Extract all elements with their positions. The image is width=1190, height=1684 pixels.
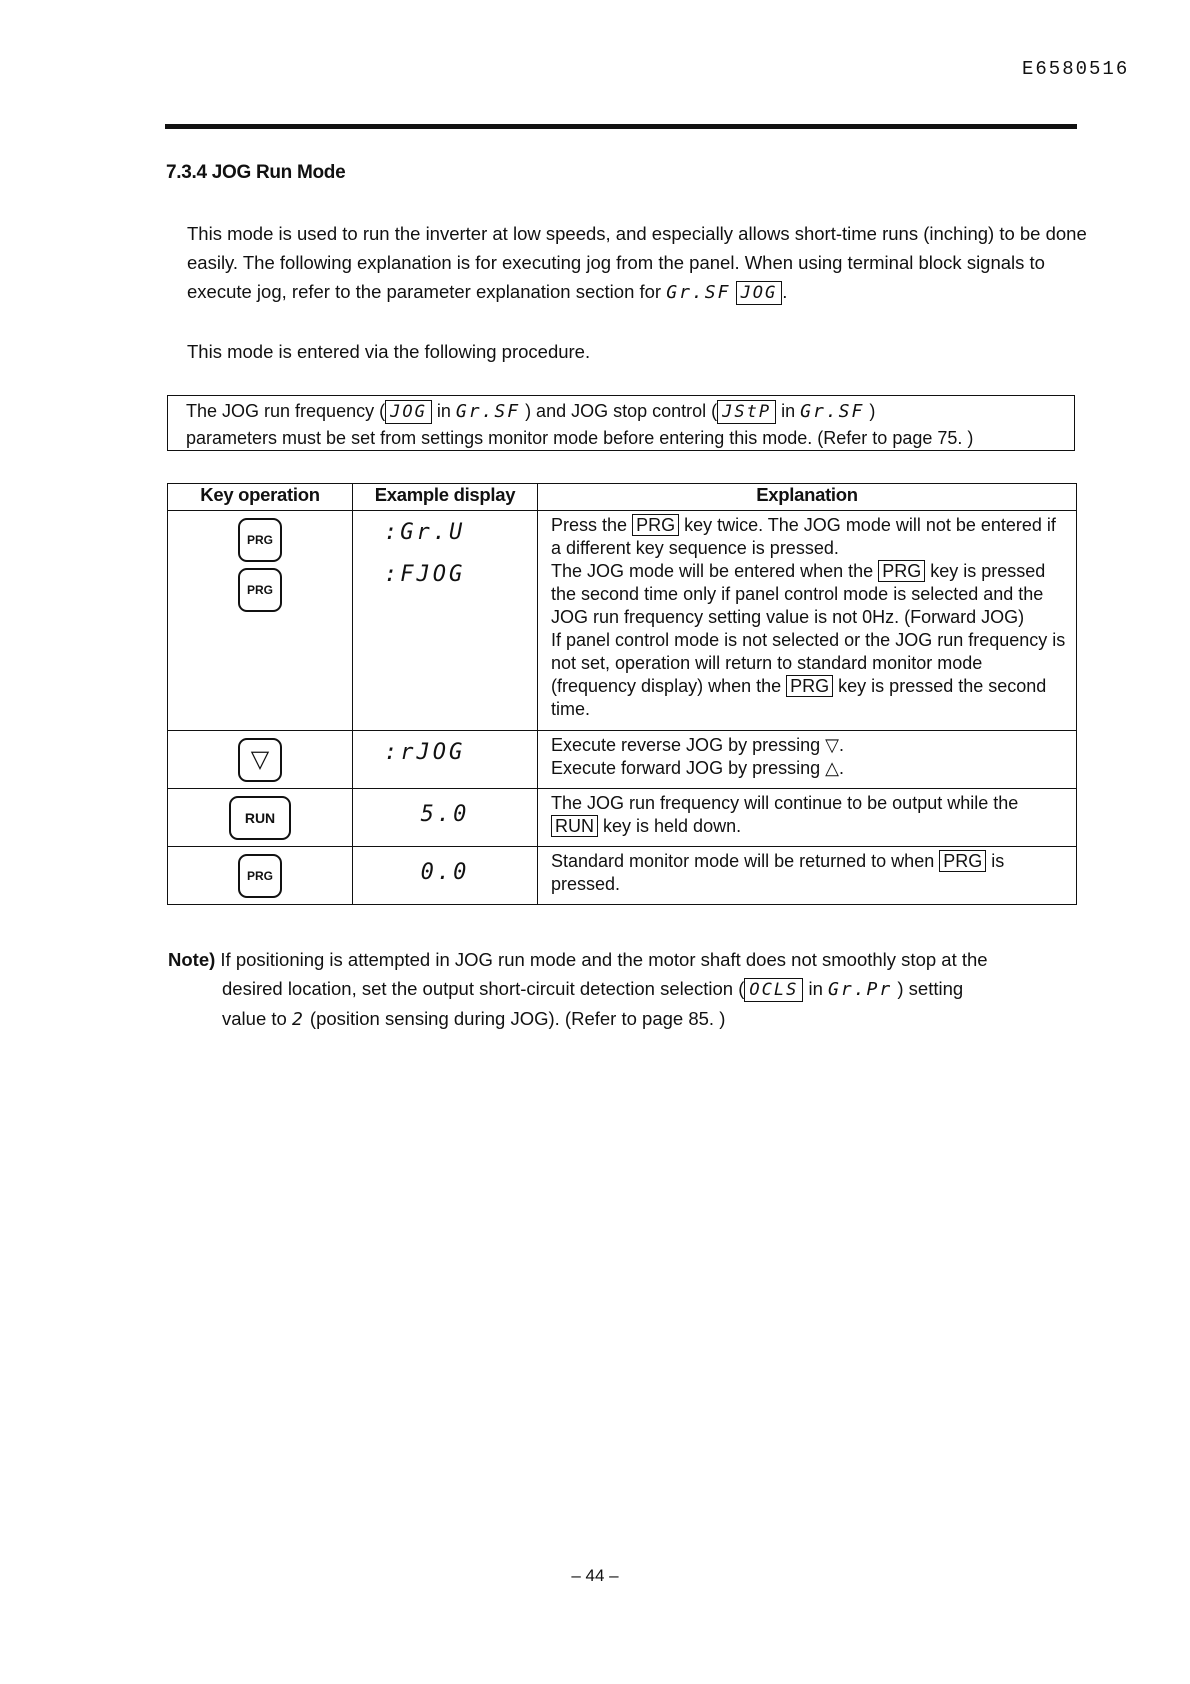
display-cell	[353, 847, 538, 905]
note-text: ) setting	[897, 978, 964, 999]
explanation-text: Press the	[551, 515, 628, 535]
display-cell	[353, 731, 538, 789]
intro-paragraph	[187, 219, 1087, 307]
table-row	[168, 731, 1077, 789]
display-cell	[353, 789, 538, 847]
prerequisite-notice	[167, 395, 1075, 451]
note-line-3	[168, 1004, 1068, 1034]
param-group-display: Gr.SF	[666, 282, 731, 303]
entry-line: This mode is entered via the following procedure.	[187, 341, 591, 362]
lcd-display: 5.0	[420, 802, 470, 827]
prg-key-ref: PRG	[878, 560, 925, 582]
notice-line-1	[186, 398, 1056, 425]
display-cell	[353, 511, 538, 731]
intro-text: This mode is used to run the inverter at low speeds, and especially allows short-time runs (inching) to be done easily. The following explanation is for executing jog from the panel. When using terminal block signals to execute jog, refer to the parameter explanation section for	[187, 223, 1087, 302]
down-triangle-key: ▽	[238, 738, 282, 782]
document-id: E6580516	[1022, 58, 1130, 80]
explanation-text: is pressed.	[551, 851, 1005, 894]
note-line-1	[168, 945, 1068, 974]
explanation-text: key twice. The JOG mode will not be entered if a different key sequence is pressed.	[551, 515, 1056, 558]
group-display: Gr.Pr	[828, 979, 893, 1000]
explanation-text: key is pressed the second time.	[551, 676, 1047, 719]
prg-key-ref: PRG	[632, 514, 679, 536]
explanation-text: key is held down.	[603, 816, 742, 836]
value-display: 2	[291, 1009, 305, 1030]
group-display: Gr.SF	[800, 401, 865, 422]
jstp-code-display: JStP	[717, 400, 776, 424]
table-row	[168, 789, 1077, 847]
explanation-cell	[538, 789, 1077, 847]
prg-key: PRG	[238, 518, 282, 562]
explanation-cell	[538, 511, 1077, 731]
note-text: desired location, set the output short-circuit detection selection (	[222, 978, 745, 999]
explanation-text: Execute forward JOG by pressing △.	[551, 758, 844, 778]
notice-text: The JOG run frequency (	[186, 401, 386, 421]
prg-key: PRG	[238, 568, 282, 612]
key-cell	[168, 847, 353, 905]
note-label: Note)	[168, 949, 216, 970]
column-header-key: Key operation	[168, 484, 353, 511]
lcd-display: :FJOG	[384, 562, 466, 587]
intro-period: .	[782, 281, 788, 302]
notice-text: in	[781, 401, 796, 421]
explanation-text: The JOG run frequency will continue to be output while the	[551, 793, 1019, 813]
note-text: (position sensing during JOG). (Refer to page 85. )	[309, 1008, 726, 1029]
explanation-cell	[538, 731, 1077, 789]
notice-text: )	[869, 401, 876, 421]
notice-text: in	[436, 401, 451, 421]
key-cell	[168, 511, 353, 731]
run-key: RUN	[229, 796, 291, 840]
note-paragraph	[168, 945, 1068, 1034]
explanation-text: Standard monitor mode will be returned to when	[551, 851, 935, 871]
lcd-display: :Gr.U	[384, 520, 466, 545]
table-row	[168, 511, 1077, 731]
explanation-text: The JOG mode will be entered when the	[551, 561, 874, 581]
explanation-text: key is pressed the second time only if panel control mode is selected and the JOG run frequency setting value is not 0Hz. (Forward JOG)	[551, 561, 1046, 627]
explanation-text: If panel control mode is not selected or the JOG run frequency is not set, operation will return to standard monitor mode (frequency display) when the	[551, 630, 1066, 696]
page-number: – 44 –	[571, 1566, 619, 1585]
procedure-table	[167, 483, 1077, 905]
notice-text: ) and JOG stop control (	[525, 401, 718, 421]
explanation-text: Execute reverse JOG by pressing ▽.	[551, 735, 844, 755]
note-text: in	[808, 978, 823, 999]
column-header-display: Example display	[353, 484, 538, 511]
note-text: value to	[222, 1008, 287, 1029]
lcd-display: 0.0	[420, 860, 470, 885]
notice-line-2: parameters must be set from settings monitor mode before entering this mode. (Refer to page 75. )	[186, 428, 974, 448]
jog-code-display: JOG	[385, 400, 432, 424]
section-title: 7.3.4 JOG Run Mode	[166, 162, 346, 183]
param-code-display: JOG	[736, 281, 783, 305]
lcd-display: :rJOG	[384, 740, 466, 765]
explanation-cell	[538, 847, 1077, 905]
note-line-2	[168, 974, 1068, 1004]
prg-key-ref: PRG	[939, 850, 986, 872]
prg-key: PRG	[238, 854, 282, 898]
prg-key-ref: PRG	[786, 675, 833, 697]
key-cell	[168, 789, 353, 847]
run-key-ref: RUN	[551, 815, 598, 837]
group-display: Gr.SF	[455, 401, 521, 422]
column-header-explanation: Explanation	[538, 484, 1077, 511]
table-header-row	[168, 484, 1077, 511]
note-text: If positioning is attempted in JOG run mode and the motor shaft does not smoothly stop at the	[220, 949, 988, 970]
header-rule	[165, 124, 1077, 129]
ocls-code-display: OCLS	[744, 978, 803, 1002]
key-cell	[168, 731, 353, 789]
table-row	[168, 847, 1077, 905]
